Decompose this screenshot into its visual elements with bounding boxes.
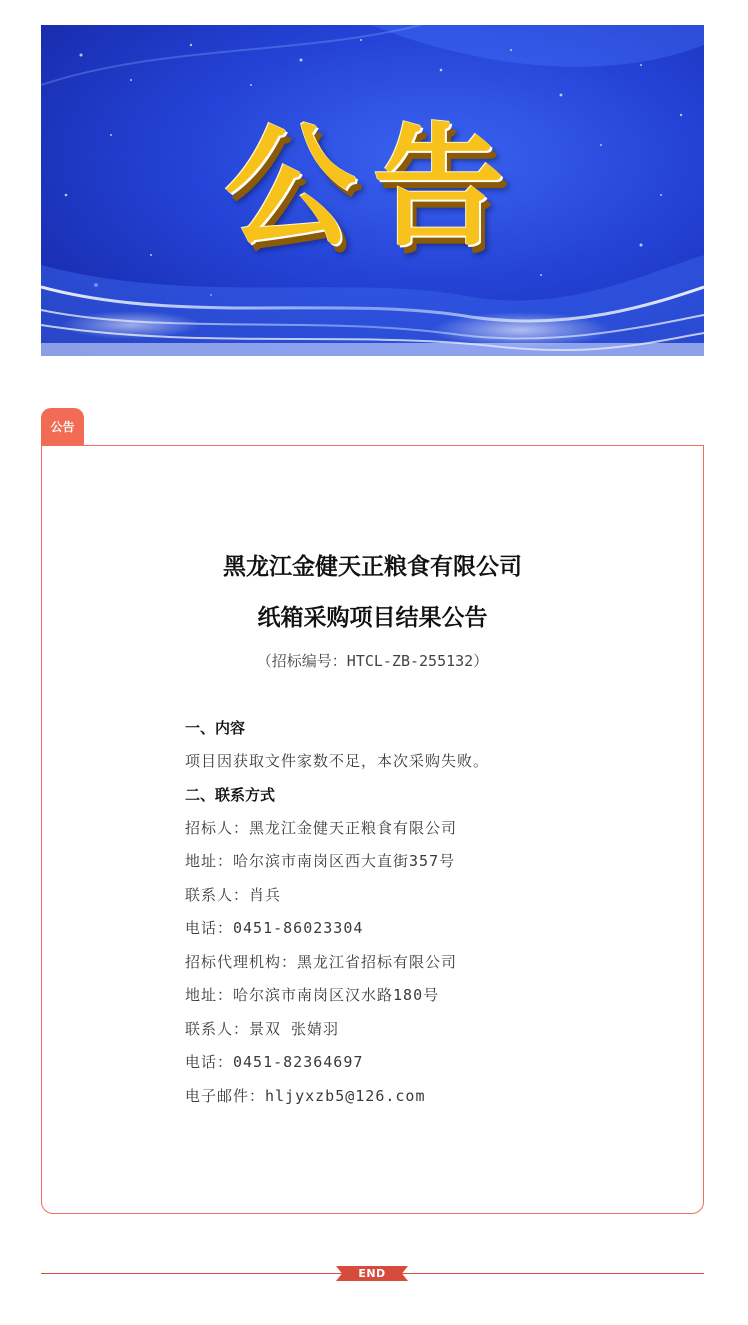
banner-image bbox=[41, 25, 704, 356]
content-text: 项目因获取文件家数不足，本次采购失败。 bbox=[185, 752, 490, 770]
section-heading-content: 一、内容 bbox=[185, 719, 246, 737]
notice-body bbox=[185, 714, 675, 1115]
end-label: END bbox=[358, 1267, 386, 1280]
contact-agency-email: 电子邮件：hljyxzb5@126.com bbox=[185, 1086, 426, 1105]
contact-tenderer-person: 联系人：肖兵 bbox=[185, 885, 282, 904]
notice-title-company: 黑龙江金健天正粮食有限公司 bbox=[223, 553, 522, 580]
notice-box bbox=[41, 445, 704, 1214]
section-heading-contact: 二、联系方式 bbox=[185, 785, 276, 804]
contact-agency-person: 联系人：景双 张婧羽 bbox=[185, 1019, 340, 1038]
notice-tag: 公告 bbox=[41, 408, 84, 446]
contact-agency-phone: 电话：0451-82364697 bbox=[185, 1053, 364, 1071]
contact-tenderer-phone: 电话：0451-86023304 bbox=[185, 919, 364, 937]
contact-tenderer: 招标人：黑龙江金健天正粮食有限公司 bbox=[185, 818, 458, 837]
contact-agency-address: 地址：哈尔滨市南岗区汉水路180号 bbox=[185, 986, 440, 1004]
end-badge bbox=[336, 1266, 408, 1281]
bid-number: （招标编号：HTCL-ZB-255132） bbox=[256, 652, 489, 670]
contact-agency: 招标代理机构：黑龙江省招标有限公司 bbox=[185, 952, 458, 971]
notice-title-project: 纸箱采购项目结果公告 bbox=[257, 604, 488, 631]
contact-tenderer-address: 地址：哈尔滨市南岗区西大直街357号 bbox=[185, 852, 456, 870]
banner-title: 公告 bbox=[224, 111, 521, 265]
